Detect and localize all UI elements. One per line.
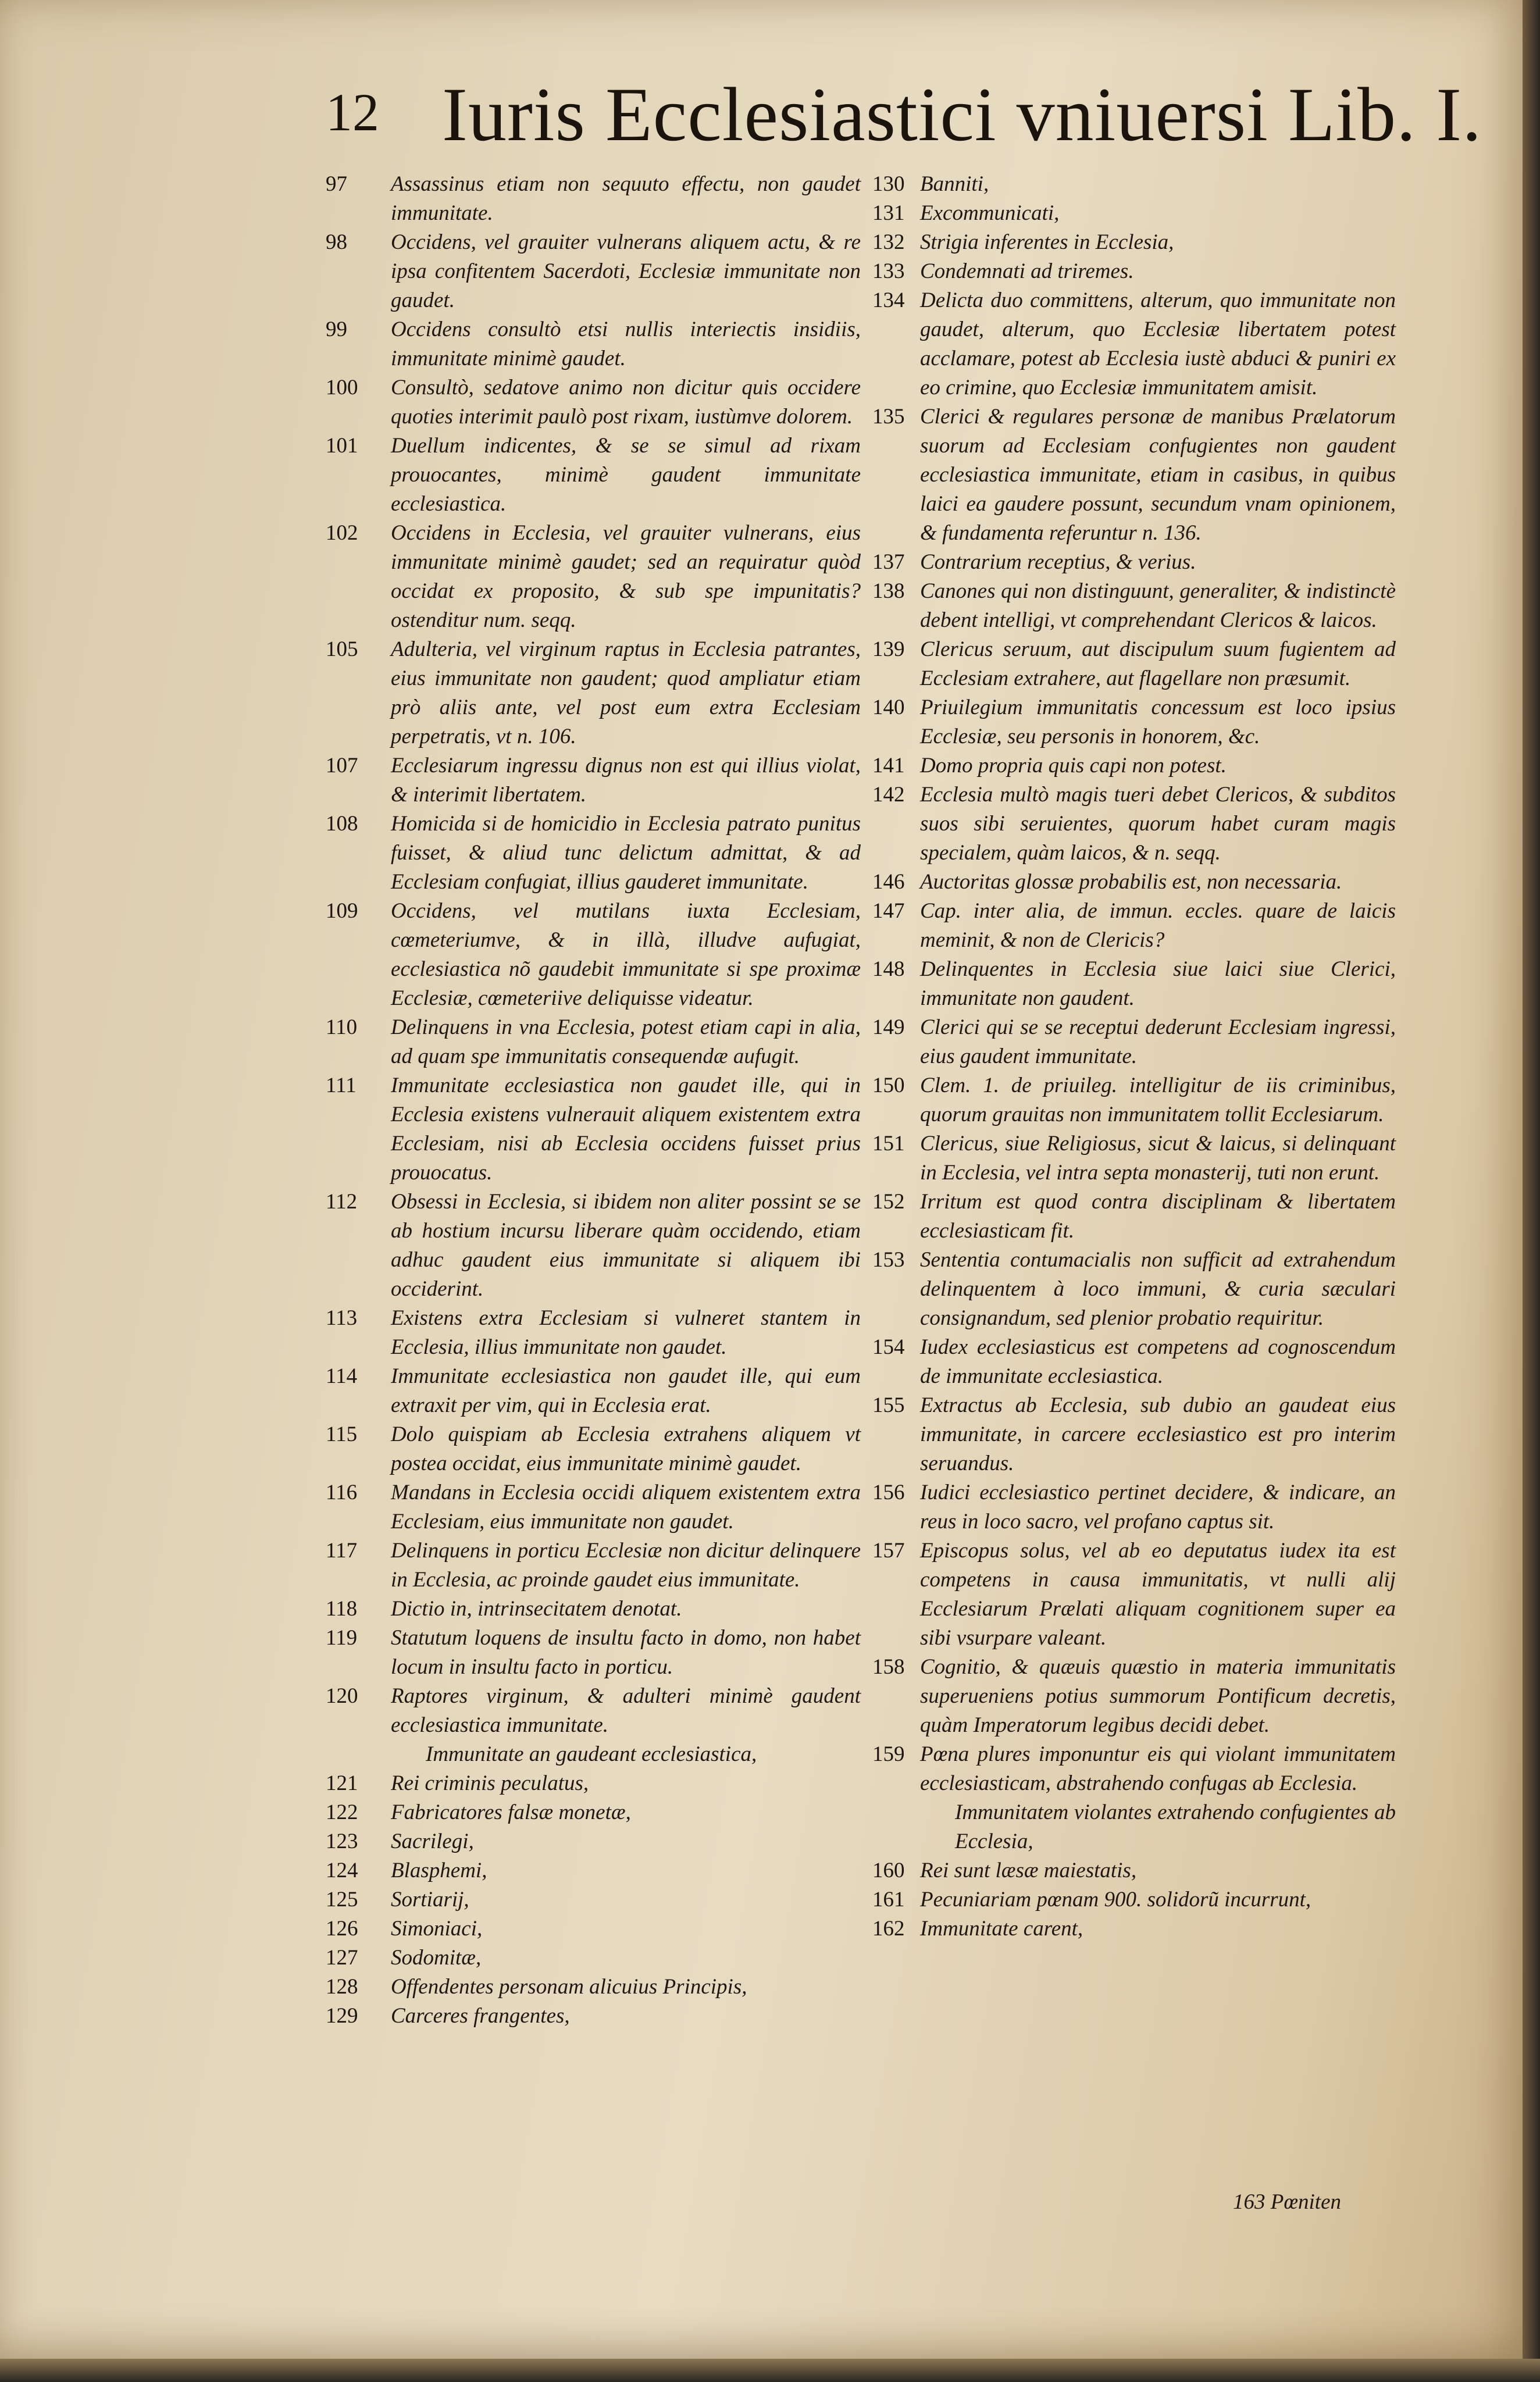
entry-number: 153 (872, 1248, 905, 1272)
page-edge (1523, 0, 1540, 2382)
entry-number: 138 (872, 579, 905, 603)
entry-text: Condemnati ad triremes. (920, 259, 1134, 283)
entry-number: 146 (872, 870, 905, 894)
entry-text: Ecclesiarum ingressu dignus non est qui illius violat, & interimit libertatem. (391, 754, 861, 807)
entry-text: Cap. inter alia, de immun. eccles. quare de laicis meminit, & non de Clericis? (920, 899, 1396, 952)
entry-text: Priuilegium immunitatis concessum est loco ipsius Ecclesiæ, seu personis in honorem, &c. (920, 696, 1396, 748)
index-entry (326, 1362, 861, 1420)
entry-text: Contrarium receptius, & verius. (920, 550, 1196, 574)
index-entry (872, 693, 1396, 751)
entry-number: 157 (872, 1539, 905, 1563)
index-entry (872, 1071, 1396, 1129)
index-entry (326, 432, 861, 519)
entry-number: 161 (872, 1888, 905, 1912)
entry-number: 109 (326, 899, 358, 923)
entry-number: 122 (326, 1800, 358, 1824)
entry-number: 117 (326, 1539, 358, 1563)
index-entry (872, 1914, 1396, 1944)
entry-text: Iudici ecclesiastico pertinet decidere, & indicare, an reus in loco sacro, vel profano captus sit. (920, 1481, 1396, 1534)
entry-number: 115 (326, 1422, 358, 1446)
entry-text: Pecuniariam pœnam 900. solidorũ incurrunt, (920, 1888, 1311, 1912)
entry-number: 101 (326, 434, 358, 458)
entry-number: 114 (326, 1364, 358, 1388)
entry-text: Obsessi in Ecclesia, si ibidem non aliter possint se se ab hostium incursu liberare quàm occidendo, etiam adhuc gaudent eius immunitate si aliquem ibi occiderint. (391, 1190, 861, 1301)
entry-text: Assassinus etiam non sequuto effectu, non gaudet immunitate. (391, 172, 861, 225)
index-entry (326, 1188, 861, 1304)
entry-number: 149 (872, 1015, 905, 1039)
entry-number: 139 (872, 637, 905, 661)
index-entry (872, 170, 1396, 199)
entry-number: 152 (872, 1190, 905, 1214)
index-entry (326, 1478, 861, 1536)
index-entry (326, 228, 861, 315)
entry-text: Offendentes personam alicuius Principis, (391, 1975, 747, 1999)
entry-text: Irritum est quod contra disciplinam & libertatem ecclesiasticam fit. (920, 1190, 1396, 1243)
entry-number: 128 (326, 1975, 358, 1999)
page-bottom-edge (0, 2359, 1540, 2382)
entry-text: Dolo quispiam ab Ecclesia extrahens aliquem vt postea occidat, eius immunitate minimè gaudet. (391, 1422, 861, 1475)
entry-number: 158 (872, 1655, 905, 1679)
entry-text: Raptores virginum, & adulteri minimè gaudent ecclesiastica immunitate. (391, 1684, 861, 1737)
entry-text: Carceres frangentes, (391, 2004, 570, 2028)
index-entry (872, 548, 1396, 577)
entry-text: Blasphemi, (391, 1859, 487, 1882)
entry-text: Clerici qui se se receptui dederunt Ecclesiam ingressi, eius gaudent immunitate. (920, 1015, 1396, 1068)
entry-text: Occidens, vel grauiter vulnerans aliquem actu, & re ipsa confitentem Sacerdoti, Ecclesiæ immunitate non gaudet. (391, 230, 861, 312)
entry-text: Canones qui non distinguunt, generaliter, & indistinctè debent intelligi, vt comprehendant Clericos & laicos. (920, 579, 1396, 632)
page-number: 12 (326, 83, 379, 142)
entry-number: 154 (872, 1335, 905, 1359)
index-entry (326, 315, 861, 373)
entry-text: Rei sunt læsæ maiestatis, (920, 1859, 1137, 1882)
entry-number: 113 (326, 1306, 358, 1330)
index-entry (326, 519, 861, 635)
entry-text: Occidens, vel mutilans iuxta Ecclesiam, cœmeteriumve, & in illà, illudve aufugiat, ecclesiastica nõ gaudebit immunitate si spe proximæ Ecclesiæ, cœmeteriive deliquisse videatur. (391, 899, 861, 1010)
index-entry (326, 1827, 861, 1856)
index-entry (326, 1798, 861, 1827)
entry-number: 130 (872, 172, 905, 196)
index-entry (872, 402, 1396, 548)
left-column (326, 170, 861, 2031)
index-entry (872, 286, 1396, 402)
entry-text: Excommunicati, (920, 201, 1060, 225)
entry-text: Immunitate an gaudeant ecclesiastica, (426, 1742, 757, 1766)
index-entry (872, 635, 1396, 693)
entry-text: Domo propria quis capi non potest. (920, 754, 1227, 778)
index-entry (872, 1798, 1396, 1856)
index-entry (326, 1944, 861, 1973)
entry-number: 148 (872, 957, 905, 981)
entry-text: Clericus seruum, aut discipulum suum fugientem ad Ecclesiam extrahere, aut flagellare non præsumit. (920, 637, 1396, 690)
entry-number: 126 (326, 1917, 358, 1941)
entry-number: 133 (872, 259, 905, 283)
entry-text: Duellum indicentes, & se se simul ad rixam prouocantes, minimè gaudent immunitate ecclesiastica. (391, 434, 861, 516)
index-entry (872, 1013, 1396, 1071)
index-entry (872, 1391, 1396, 1478)
entry-text: Clericus, siue Religiosus, sicut & laicus, si delinquant in Ecclesia, vel intra septa monasterij, tuti non erunt. (920, 1132, 1396, 1185)
index-entry (872, 897, 1396, 955)
entry-text: Sententia contumacialis non sufficit ad extrahendum delinquentem à loco immuni, & curia sæculari consignandum, sed plenior probatio requiritur. (920, 1248, 1396, 1330)
index-entry (872, 1246, 1396, 1333)
entry-number: 112 (326, 1190, 358, 1214)
entry-text: Simoniaci, (391, 1917, 483, 1941)
entry-number: 156 (872, 1481, 905, 1504)
entry-text: Existens extra Ecclesiam si vulneret stantem in Ecclesia, illius immunitate non gaudet. (391, 1306, 861, 1359)
index-entry (326, 170, 861, 228)
entry-number: 150 (872, 1074, 905, 1097)
entry-text: Delinquens in vna Ecclesia, potest etiam capi in alia, ad quam spe immunitatis consequendæ aufugit. (391, 1015, 861, 1068)
index-entry (872, 1536, 1396, 1653)
entry-text: Strigia inferentes in Ecclesia, (920, 230, 1174, 254)
index-entry (326, 2002, 861, 2031)
entry-number: 151 (872, 1132, 905, 1156)
entry-text: Episcopus solus, vel ab eo deputatus iudex ita est competens in causa immunitatis, vt nulli alij Ecclesiarum Prælati aliquam cognitionem super ea sibi vsurpare valeant. (920, 1539, 1396, 1650)
index-entry (326, 1013, 861, 1071)
right-column (872, 170, 1396, 1944)
entry-text: Immunitate ecclesiastica non gaudet ille, qui eum extraxit per vim, qui in Ecclesia erat. (391, 1364, 861, 1417)
index-entry (872, 751, 1396, 780)
index-entry (872, 577, 1396, 635)
index-entry (872, 1333, 1396, 1391)
index-entry (872, 955, 1396, 1013)
entry-text: Homicida si de homicidio in Ecclesia patrato punitus fuisset, & aliud tunc delictum admittat, & ad Ecclesiam confugiat, illius gauderet immunitate. (391, 812, 861, 894)
entry-number: 155 (872, 1393, 905, 1417)
entry-number: 135 (872, 405, 905, 429)
entry-number: 99 (326, 318, 347, 341)
index-entry (872, 1478, 1396, 1536)
entry-text: Banniti, (920, 172, 989, 196)
entry-text: Immunitate carent, (920, 1917, 1083, 1941)
index-entry (326, 1682, 861, 1740)
entry-text: Occidens consultò etsi nullis interiectis insidiis, immunitate minimè gaudet. (391, 318, 861, 370)
entry-number: 141 (872, 754, 905, 778)
entry-number: 125 (326, 1888, 358, 1912)
index-entry (326, 1536, 861, 1595)
index-entry (326, 373, 861, 432)
entry-number: 102 (326, 521, 358, 545)
entry-number: 137 (872, 550, 905, 574)
entry-number: 160 (872, 1859, 905, 1882)
index-entry (326, 1740, 861, 1769)
entry-text: Fabricatores falsæ monetæ, (391, 1800, 631, 1824)
entry-number: 129 (326, 2004, 358, 2028)
entry-number: 131 (872, 201, 905, 225)
index-entry (326, 1885, 861, 1914)
entry-number: 159 (872, 1742, 905, 1766)
entry-text: Statutum loquens de insultu facto in domo, non habet locum in insultu facto in porticu. (391, 1626, 861, 1679)
entry-text: Occidens in Ecclesia, vel grauiter vulnerans, eius immunitate minimè gaudet; sed an requiratur quòd occidat ex proposito, & sub spe impunitatis? ostenditur num. seqq. (391, 521, 861, 632)
index-entry (326, 751, 861, 810)
entry-text: Immunitate ecclesiastica non gaudet ille, qui in Ecclesia existens vulnerauit aliquem existentem extra Ecclesiam, nisi ab Ecclesia occidens fuisset prius prouocatus. (391, 1074, 861, 1185)
index-entry (872, 780, 1396, 868)
index-entry (326, 1595, 861, 1624)
entry-text: Sortiarij, (391, 1888, 469, 1912)
entry-number: 105 (326, 637, 358, 661)
entry-text: Cognitio, & quæuis quæstio in materia immunitatis superueniens potius summorum Pontificum decretis, quàm Imperatorum legibus decidi debet. (920, 1655, 1396, 1737)
index-entry (326, 1420, 861, 1478)
entry-text: Clem. 1. de priuileg. intelligitur de iis criminibus, quorum grauitas non immunitatem tollit Ecclesiarum. (920, 1074, 1396, 1126)
entry-text: Immunitatem violantes extrahendo confugientes ab Ecclesia, (955, 1800, 1396, 1853)
entry-text: Clerici & regulares personæ de manibus Prælatorum suorum ad Ecclesiam confugientes non gaudent ecclesiastica immunitate, etiam in casibus, in quibus laici ea gaudere possunt, secundum vnam opinionem, & fundamenta referuntur n. 136. (920, 405, 1396, 545)
entry-number: 108 (326, 812, 358, 836)
index-entry (326, 1914, 861, 1944)
entry-text: Dictio in, intrinsecitatem denotat. (391, 1597, 682, 1621)
index-entry (326, 635, 861, 751)
index-entry (326, 1304, 861, 1362)
entry-text: Delinquentes in Ecclesia siue laici siue Clerici, immunitate non gaudent. (920, 957, 1396, 1010)
index-entry (326, 897, 861, 1013)
index-entry (872, 1740, 1396, 1798)
entry-text: Adulteria, vel virginum raptus in Ecclesia patrantes, eius immunitate non gaudent; quod ampliatur etiam prò aliis ante, vel post eum extra Ecclesiam perpetratis, vt n. 106. (391, 637, 861, 748)
index-entry (326, 1856, 861, 1885)
index-entry (872, 1129, 1396, 1188)
entry-number: 142 (872, 783, 905, 807)
entry-number: 127 (326, 1946, 358, 1970)
index-entry (326, 1973, 861, 2002)
entry-text: Rei criminis peculatus, (391, 1771, 589, 1795)
entry-text: Iudex ecclesiasticus est competens ad cognoscendum de immunitate ecclesiastica. (920, 1335, 1396, 1388)
index-entry (326, 810, 861, 897)
running-title: Iuris Ecclesiastici vniuersi Lib. I. (442, 72, 1482, 157)
entry-number: 111 (326, 1074, 357, 1097)
entry-number: 134 (872, 288, 905, 312)
entry-number: 107 (326, 754, 358, 778)
index-entry (872, 1188, 1396, 1246)
entry-number: 124 (326, 1859, 358, 1882)
entry-text: Mandans in Ecclesia occidi aliquem existentem extra Ecclesiam, eius immunitate non gaudet. (391, 1481, 861, 1534)
entry-number: 123 (326, 1830, 358, 1853)
index-entry (326, 1624, 861, 1682)
index-entry (872, 228, 1396, 257)
entry-number: 98 (326, 230, 347, 254)
entry-text: Consultò, sedatove animo non dicitur quis occidere quoties interimit paulò post rixam, iustùmve dolorem. (391, 376, 861, 429)
entry-number: 140 (872, 696, 905, 719)
entry-number: 120 (326, 1684, 358, 1708)
entry-number: 100 (326, 376, 358, 400)
index-entry (872, 1885, 1396, 1914)
entry-number: 147 (872, 899, 905, 923)
entry-text: Extractus ab Ecclesia, sub dubio an gaudeat eius immunitate, in carcere ecclesiastico est pro interim seruandus. (920, 1393, 1396, 1475)
catchword: 163 Pœniten (1233, 2190, 1342, 2214)
entry-text: Delicta duo committens, alterum, quo immunitate non gaudet, alterum, quo Ecclesiæ libertatem potest acclamare, potest ab Ecclesia iustè abduci & puniri ex eo crimine, quo Ecclesiæ immunitatem amisit. (920, 288, 1396, 400)
entry-number: 97 (326, 172, 347, 196)
entry-number: 116 (326, 1481, 358, 1504)
page-header (326, 70, 1482, 163)
entry-number: 119 (326, 1626, 358, 1650)
index-entry (872, 1653, 1396, 1740)
entry-number: 110 (326, 1015, 358, 1039)
entry-number: 132 (872, 230, 905, 254)
index-entry (326, 1071, 861, 1188)
entry-text: Ecclesia multò magis tueri debet Clericos, & subditos suos sibi seruientes, quorum habet curam magis specialem, quàm laicos, & n. seqq. (920, 783, 1396, 865)
entry-text: Sacrilegi, (391, 1830, 474, 1853)
entry-number: 121 (326, 1771, 358, 1795)
entry-number: 118 (326, 1597, 358, 1621)
index-entry (872, 257, 1396, 286)
entry-text: Sodomitæ, (391, 1946, 482, 1970)
index-entry (872, 1856, 1396, 1885)
entry-number: 162 (872, 1917, 905, 1941)
index-entry (872, 199, 1396, 228)
entry-text: Auctoritas glossæ probabilis est, non necessaria. (920, 870, 1342, 894)
entry-text: Pœna plures imponuntur eis qui violant immunitatem ecclesiasticam, abstrahendo confugas ab Ecclesia. (920, 1742, 1396, 1795)
index-entry (872, 868, 1396, 897)
entry-text: Delinquens in porticu Ecclesiæ non dicitur delinquere in Ecclesia, ac proinde gaudet eius immunitate. (391, 1539, 861, 1592)
index-entry (326, 1769, 861, 1798)
